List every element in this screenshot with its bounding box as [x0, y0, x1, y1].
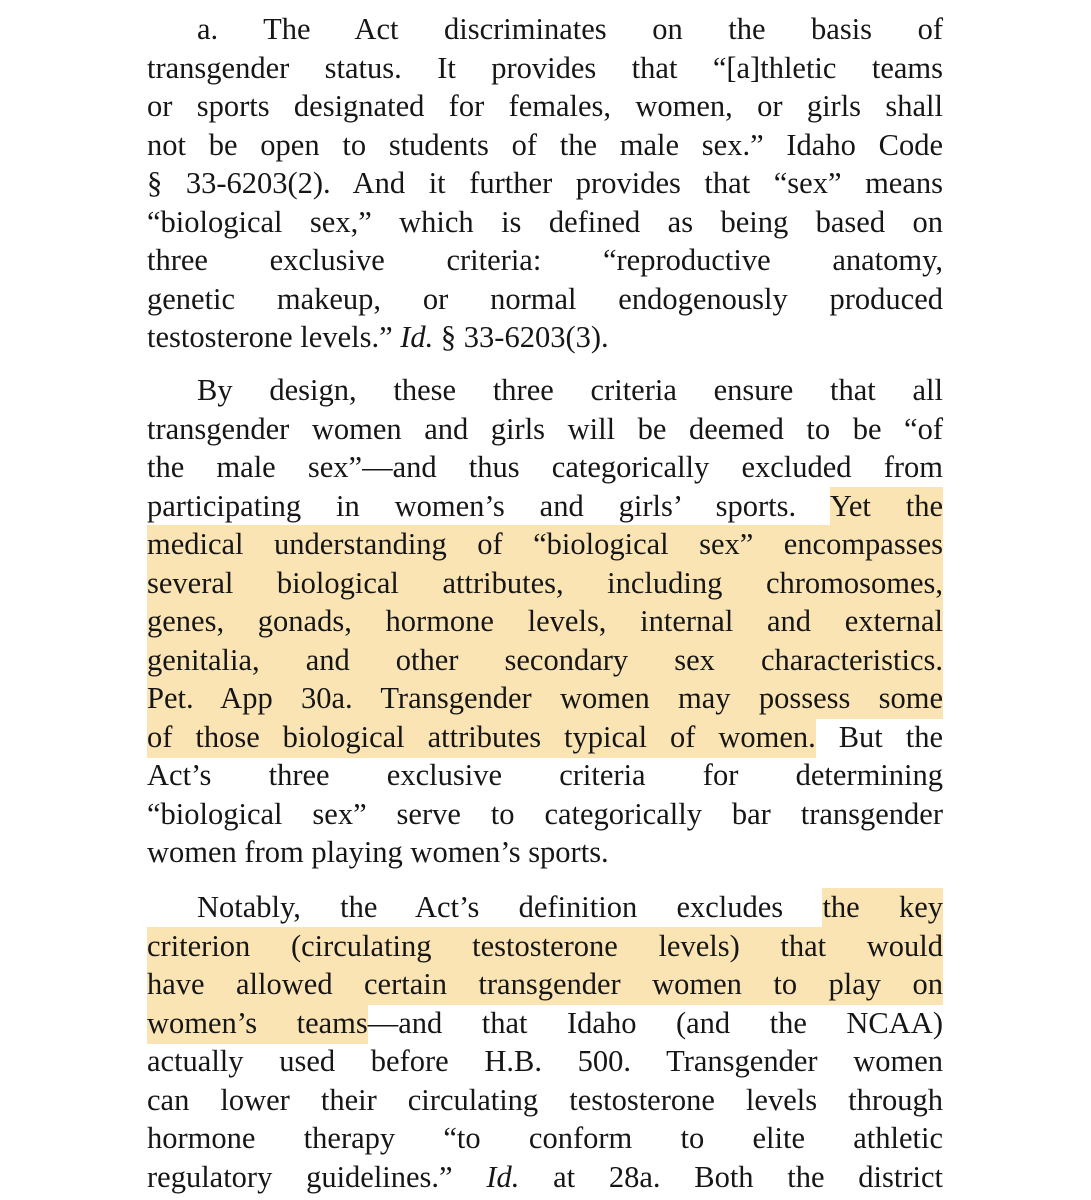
text-line: [147, 318, 943, 356]
text-segment: actually used before H.B. 500. Transgender women: [147, 1044, 943, 1078]
highlighted-text: medical understanding of “biological sex” encompasses: [147, 525, 943, 565]
text-line: [147, 525, 943, 563]
citation-italic: Id.: [400, 320, 434, 354]
text-segment: —and that Idaho (and the NCAA): [367, 1005, 943, 1040]
text-segment: can lower their circulating testosterone levels through: [147, 1082, 943, 1117]
text-line: [147, 718, 943, 756]
text-line: [147, 448, 943, 486]
text-line: [147, 487, 943, 525]
text-line: [147, 203, 943, 241]
text-segment: hormone therapy “to conform to elite athletic: [147, 1121, 943, 1155]
text-segment: the male sex”—and thus categorically excluded from: [147, 450, 943, 484]
text-segment: “biological sex,” which is defined as being based on: [147, 204, 943, 239]
text-line: [147, 10, 943, 48]
text-segment: transgender women and girls will be deemed to be “of: [147, 411, 943, 446]
text-line: [147, 641, 943, 679]
text-line: [147, 1081, 943, 1119]
text-segment: § 33-6203(3).: [433, 320, 609, 354]
highlighted-text: have allowed certain transgender women to play on: [147, 965, 943, 1005]
highlighted-text: women’s teams: [147, 1004, 368, 1044]
text-line: [147, 164, 943, 202]
text-segment: regulatory guidelines.”: [147, 1159, 487, 1194]
text-line: [147, 126, 943, 164]
text-line: [147, 795, 943, 833]
text-line: [147, 410, 943, 448]
text-segment: By design, these three criteria ensure that all: [197, 373, 943, 407]
text-line: [147, 602, 943, 640]
text-line: [147, 1042, 943, 1080]
text-line: [147, 1004, 943, 1042]
highlighted-text: genes, gonads, hormone levels, internal and external: [147, 602, 943, 642]
text-segment: a. The Act discriminates on the basis of: [197, 12, 943, 46]
text-line: [147, 241, 943, 279]
text-segment: But the: [815, 719, 943, 754]
text-line: [147, 756, 943, 794]
text-segment: not be open to students of the male sex.” Idaho Code: [147, 127, 943, 162]
text-line: [147, 679, 943, 717]
highlighted-text: genitalia, and other secondary sex characteristics.: [147, 641, 943, 681]
text-line: [147, 371, 943, 409]
text-segment: participating in women’s and girls’ sports.: [147, 488, 830, 523]
text-line: [147, 564, 943, 602]
text-line: [147, 927, 943, 965]
text-line: [147, 280, 943, 318]
highlighted-text: the key: [822, 888, 943, 928]
text-segment: § 33-6203(2). And it further provides that “sex” means: [147, 166, 943, 200]
highlighted-text: criterion (circulating testosterone levels) that would: [147, 927, 943, 967]
text-line: [147, 87, 943, 125]
text-segment: transgender status. It provides that “[a]thletic teams: [147, 50, 943, 85]
text-line: [147, 965, 943, 1003]
text-segment: “biological sex” serve to categorically bar transgender: [147, 796, 943, 831]
text-segment: Notably, the Act’s definition excludes: [197, 890, 823, 924]
highlighted-text: of those biological attributes typical of women.: [147, 718, 816, 758]
text-segment: at 28a. Both the district: [519, 1159, 943, 1194]
text-line: [147, 833, 943, 871]
citation-italic: Id.: [486, 1159, 520, 1194]
text-segment: or sports designated for females, women, or girls shall: [147, 89, 943, 123]
text-segment: three exclusive criteria: “reproductive anatomy,: [147, 243, 943, 277]
text-line: [147, 888, 943, 926]
text-segment: women from playing women’s sports.: [147, 835, 609, 869]
highlighted-text: Yet the: [830, 487, 943, 527]
text-line: [147, 49, 943, 87]
highlighted-text: Pet. App 30a. Transgender women may possess some: [147, 679, 943, 719]
text-segment: genetic makeup, or normal endogenously produced: [147, 281, 943, 316]
text-line: [147, 1119, 943, 1157]
highlighted-text: several biological attributes, including chromosomes,: [147, 564, 943, 604]
text-segment: Act’s three exclusive criteria for determining: [147, 758, 943, 792]
text-segment: testosterone levels.”: [147, 320, 401, 354]
text-line: [147, 1158, 943, 1196]
